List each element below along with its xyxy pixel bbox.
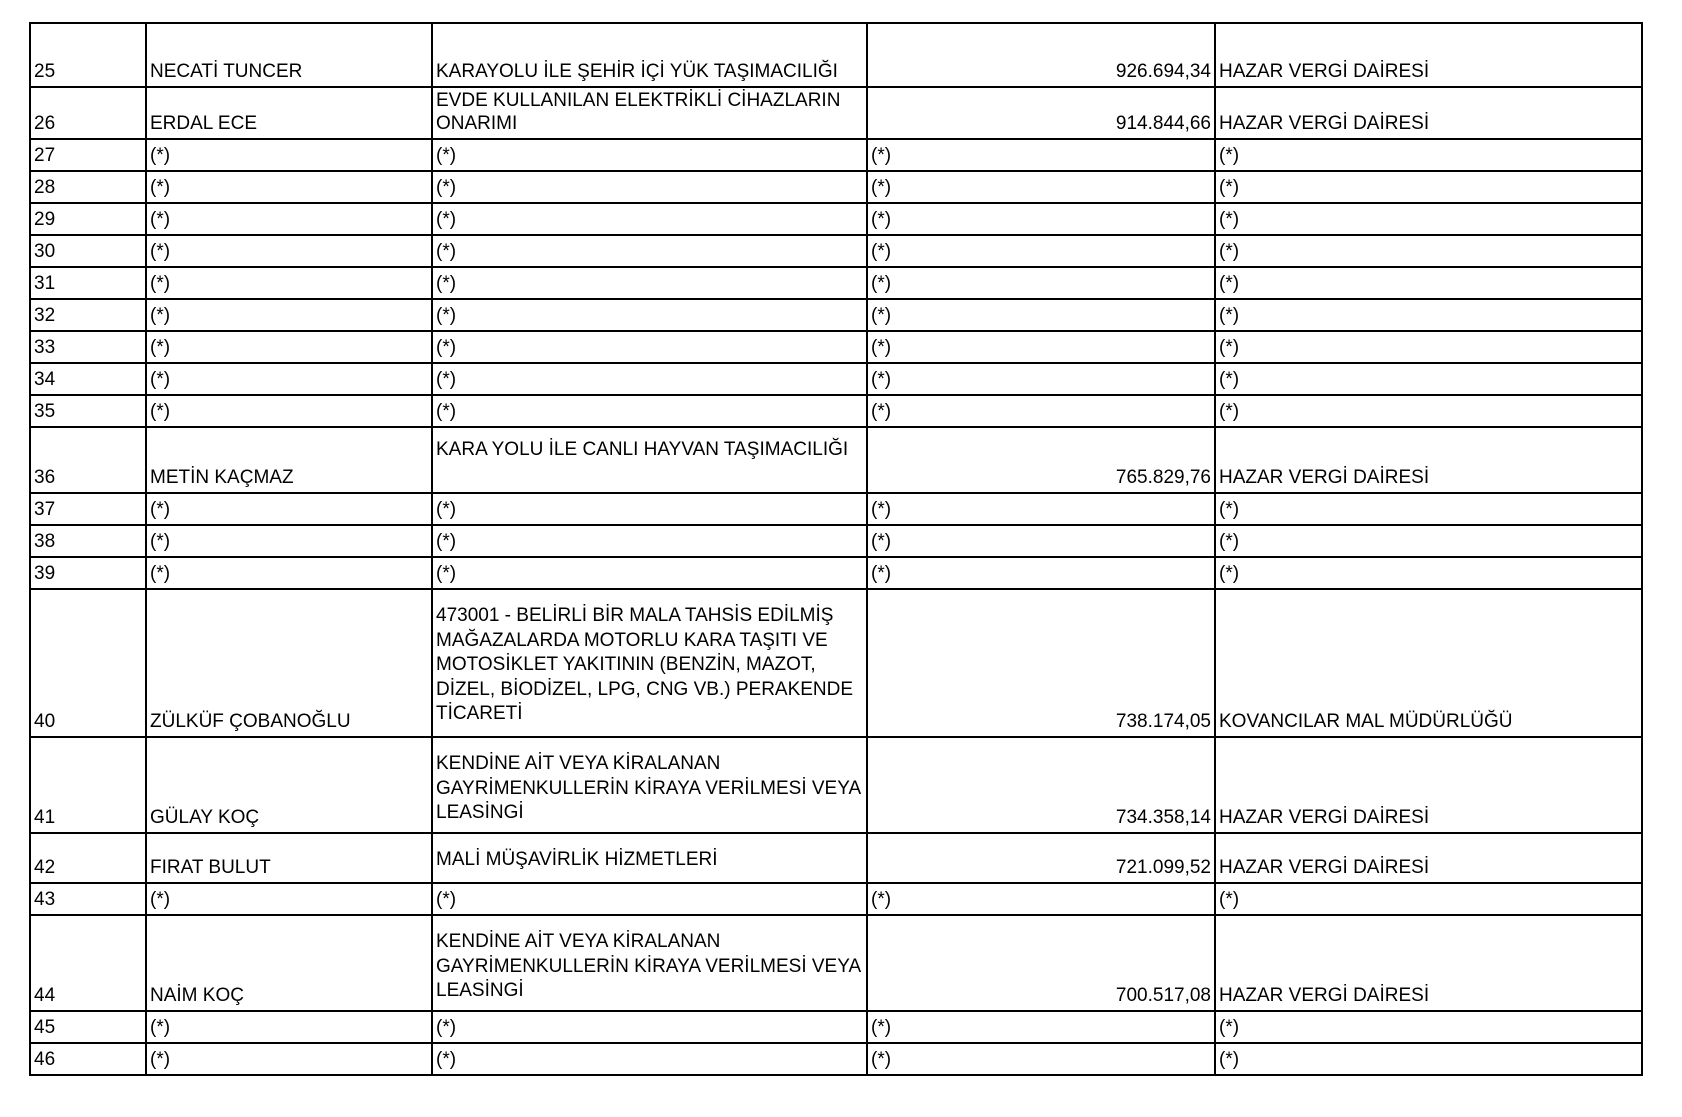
taxpayer-name: METİN KAÇMAZ bbox=[146, 427, 432, 493]
row-number: 29 bbox=[30, 203, 146, 235]
tax-office: HAZAR VERGİ DAİRESİ bbox=[1215, 915, 1642, 1011]
table-row bbox=[30, 331, 1642, 363]
amount: (*) bbox=[867, 525, 1215, 557]
row-number: 30 bbox=[30, 235, 146, 267]
amount: 926.694,34 bbox=[867, 23, 1215, 87]
tax-office: HAZAR VERGİ DAİRESİ bbox=[1215, 87, 1642, 139]
amount: (*) bbox=[867, 331, 1215, 363]
row-number: 46 bbox=[30, 1043, 146, 1075]
row-number: 39 bbox=[30, 557, 146, 589]
tax-office: (*) bbox=[1215, 267, 1642, 299]
activity: 473001 - BELİRLİ BİR MALA TAHSİS EDİLMİŞ MAĞAZALARDA MOTORLU KARA TAŞITI VE MOTOSİKLET YAKITININ (BENZİN, MAZOT, DİZEL, BİODİZEL, LPG, CNG VB.) PERAKENDE TİCARETİ bbox=[432, 589, 867, 737]
tax-office: (*) bbox=[1215, 525, 1642, 557]
amount: (*) bbox=[867, 299, 1215, 331]
table-row bbox=[30, 557, 1642, 589]
amount: 738.174,05 bbox=[867, 589, 1215, 737]
table-row bbox=[30, 737, 1642, 833]
taxpayer-name: (*) bbox=[146, 267, 432, 299]
taxpayer-name: GÜLAY KOÇ bbox=[146, 737, 432, 833]
activity: KENDİNE AİT VEYA KİRALANAN GAYRİMENKULLERİN KİRAYA VERİLMESİ VEYA LEASİNGİ bbox=[432, 737, 867, 833]
row-number: 34 bbox=[30, 363, 146, 395]
tax-office: HAZAR VERGİ DAİRESİ bbox=[1215, 23, 1642, 87]
activity: (*) bbox=[432, 139, 867, 171]
activity: (*) bbox=[432, 1043, 867, 1075]
activity: (*) bbox=[432, 525, 867, 557]
tax-office: (*) bbox=[1215, 203, 1642, 235]
table-row bbox=[30, 833, 1642, 883]
taxpayer-name: (*) bbox=[146, 235, 432, 267]
taxpayer-name: (*) bbox=[146, 139, 432, 171]
tax-office: (*) bbox=[1215, 883, 1642, 915]
taxpayer-name: (*) bbox=[146, 1043, 432, 1075]
row-number: 45 bbox=[30, 1011, 146, 1043]
tax-office: (*) bbox=[1215, 493, 1642, 525]
table-row bbox=[30, 1011, 1642, 1043]
tax-office: (*) bbox=[1215, 171, 1642, 203]
amount: (*) bbox=[867, 1011, 1215, 1043]
taxpayer-name: FIRAT BULUT bbox=[146, 833, 432, 883]
amount: 734.358,14 bbox=[867, 737, 1215, 833]
activity: KARA YOLU İLE CANLI HAYVAN TAŞIMACILIĞI bbox=[432, 427, 867, 493]
table-row bbox=[30, 395, 1642, 427]
table-row bbox=[30, 427, 1642, 493]
tax-office: (*) bbox=[1215, 235, 1642, 267]
tax-office: HAZAR VERGİ DAİRESİ bbox=[1215, 737, 1642, 833]
amount: 700.517,08 bbox=[867, 915, 1215, 1011]
tax-office: (*) bbox=[1215, 139, 1642, 171]
row-number: 38 bbox=[30, 525, 146, 557]
taxpayer-name: (*) bbox=[146, 525, 432, 557]
taxpayer-name: (*) bbox=[146, 493, 432, 525]
tax-office: KOVANCILAR MAL MÜDÜRLÜĞÜ bbox=[1215, 589, 1642, 737]
amount: (*) bbox=[867, 267, 1215, 299]
tax-office: (*) bbox=[1215, 1011, 1642, 1043]
activity: (*) bbox=[432, 493, 867, 525]
tax-office: (*) bbox=[1215, 363, 1642, 395]
table-row bbox=[30, 915, 1642, 1011]
table-row bbox=[30, 203, 1642, 235]
activity: KENDİNE AİT VEYA KİRALANAN GAYRİMENKULLERİN KİRAYA VERİLMESİ VEYA LEASİNGİ bbox=[432, 915, 867, 1011]
table-row bbox=[30, 87, 1642, 139]
table-row bbox=[30, 883, 1642, 915]
row-number: 36 bbox=[30, 427, 146, 493]
taxpayer-name: (*) bbox=[146, 203, 432, 235]
row-number: 28 bbox=[30, 171, 146, 203]
activity: EVDE KULLANILAN ELEKTRİKLİ CİHAZLARIN ONARIMI bbox=[432, 87, 867, 139]
taxpayer-name: (*) bbox=[146, 883, 432, 915]
taxpayer-name: NAİM KOÇ bbox=[146, 915, 432, 1011]
activity: (*) bbox=[432, 299, 867, 331]
taxpayer-name: (*) bbox=[146, 171, 432, 203]
row-number: 41 bbox=[30, 737, 146, 833]
table-row bbox=[30, 525, 1642, 557]
tax-office: (*) bbox=[1215, 331, 1642, 363]
amount: (*) bbox=[867, 363, 1215, 395]
tax-office: (*) bbox=[1215, 1043, 1642, 1075]
amount: (*) bbox=[867, 395, 1215, 427]
activity: (*) bbox=[432, 235, 867, 267]
table-row bbox=[30, 299, 1642, 331]
row-number: 27 bbox=[30, 139, 146, 171]
table-row bbox=[30, 23, 1642, 87]
row-number: 32 bbox=[30, 299, 146, 331]
row-number: 40 bbox=[30, 589, 146, 737]
taxpayer-name: ERDAL ECE bbox=[146, 87, 432, 139]
tax-office: (*) bbox=[1215, 299, 1642, 331]
table-row bbox=[30, 139, 1642, 171]
activity: (*) bbox=[432, 331, 867, 363]
row-number: 31 bbox=[30, 267, 146, 299]
amount: (*) bbox=[867, 203, 1215, 235]
row-number: 43 bbox=[30, 883, 146, 915]
activity: KARAYOLU İLE ŞEHİR İÇİ YÜK TAŞIMACILIĞI bbox=[432, 23, 867, 87]
taxpayer-name: (*) bbox=[146, 363, 432, 395]
table-row bbox=[30, 171, 1642, 203]
row-number: 26 bbox=[30, 87, 146, 139]
tax-office: HAZAR VERGİ DAİRESİ bbox=[1215, 427, 1642, 493]
amount: 721.099,52 bbox=[867, 833, 1215, 883]
row-number: 42 bbox=[30, 833, 146, 883]
taxpayer-name: NECATİ TUNCER bbox=[146, 23, 432, 87]
amount: (*) bbox=[867, 139, 1215, 171]
taxpayer-name: ZÜLKÜF ÇOBANOĞLU bbox=[146, 589, 432, 737]
row-number: 44 bbox=[30, 915, 146, 1011]
activity: (*) bbox=[432, 203, 867, 235]
taxpayer-name: (*) bbox=[146, 557, 432, 589]
table-row bbox=[30, 267, 1642, 299]
amount: (*) bbox=[867, 883, 1215, 915]
activity: (*) bbox=[432, 883, 867, 915]
activity: MALİ MÜŞAVİRLİK HİZMETLERİ bbox=[432, 833, 867, 883]
row-number: 33 bbox=[30, 331, 146, 363]
activity: (*) bbox=[432, 267, 867, 299]
taxpayer-name: (*) bbox=[146, 395, 432, 427]
taxpayer-name: (*) bbox=[146, 299, 432, 331]
taxpayer-name: (*) bbox=[146, 1011, 432, 1043]
tax-office: (*) bbox=[1215, 557, 1642, 589]
activity: (*) bbox=[432, 171, 867, 203]
taxpayer-name: (*) bbox=[146, 331, 432, 363]
activity: (*) bbox=[432, 1011, 867, 1043]
tax-office: HAZAR VERGİ DAİRESİ bbox=[1215, 833, 1642, 883]
amount: (*) bbox=[867, 171, 1215, 203]
table-row bbox=[30, 493, 1642, 525]
taxpayer-table bbox=[29, 22, 1643, 1076]
amount: (*) bbox=[867, 493, 1215, 525]
amount: (*) bbox=[867, 557, 1215, 589]
row-number: 35 bbox=[30, 395, 146, 427]
row-number: 25 bbox=[30, 23, 146, 87]
activity: (*) bbox=[432, 363, 867, 395]
row-number: 37 bbox=[30, 493, 146, 525]
table-row bbox=[30, 363, 1642, 395]
amount: 765.829,76 bbox=[867, 427, 1215, 493]
amount: (*) bbox=[867, 235, 1215, 267]
amount: 914.844,66 bbox=[867, 87, 1215, 139]
table-row bbox=[30, 235, 1642, 267]
activity: (*) bbox=[432, 557, 867, 589]
activity: (*) bbox=[432, 395, 867, 427]
table-row bbox=[30, 1043, 1642, 1075]
tax-office: (*) bbox=[1215, 395, 1642, 427]
table-row bbox=[30, 589, 1642, 737]
amount: (*) bbox=[867, 1043, 1215, 1075]
